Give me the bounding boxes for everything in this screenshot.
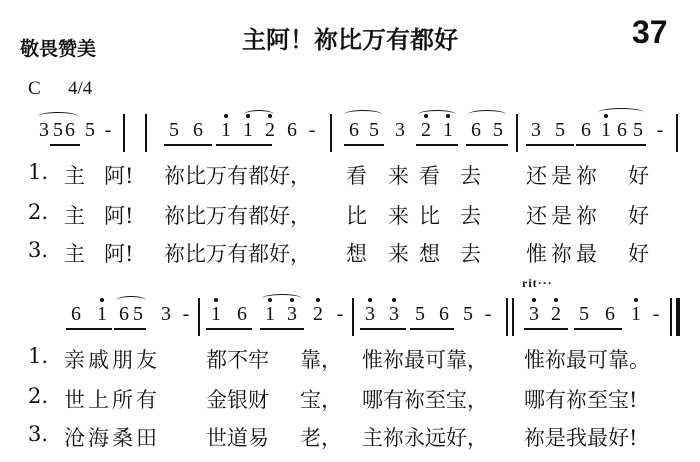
lyric: 主 bbox=[64, 242, 85, 266]
beam bbox=[466, 144, 508, 146]
note: 3 bbox=[389, 303, 399, 325]
barline bbox=[352, 298, 354, 336]
tempo-mark: rit··· bbox=[522, 276, 553, 290]
barline bbox=[506, 298, 508, 336]
beam bbox=[260, 328, 304, 330]
slur bbox=[116, 296, 146, 305]
lyric: 看 bbox=[346, 164, 367, 188]
lyric: 世道易 bbox=[206, 426, 269, 450]
lyric: 来想 bbox=[388, 242, 450, 266]
barline bbox=[676, 114, 678, 152]
lyric: 去 bbox=[460, 204, 481, 228]
note: 3 bbox=[531, 119, 541, 141]
barline bbox=[670, 298, 672, 336]
note: - bbox=[308, 119, 316, 141]
barline bbox=[198, 298, 200, 336]
lyric: 去 bbox=[460, 242, 481, 266]
note: 3 bbox=[287, 303, 297, 325]
lyric: 来看 bbox=[388, 164, 450, 188]
octave-dot bbox=[392, 298, 396, 302]
note: 5 bbox=[493, 119, 503, 141]
beam bbox=[216, 144, 272, 146]
beam bbox=[66, 328, 112, 330]
lyric: 金银财 bbox=[206, 388, 269, 412]
beam bbox=[344, 144, 384, 146]
lyric: 祢比万有都好， bbox=[164, 204, 311, 228]
note: - bbox=[336, 303, 344, 325]
lyric: 惟祢最可靠， bbox=[362, 348, 488, 372]
beam bbox=[576, 144, 646, 146]
barline bbox=[512, 298, 514, 336]
note: - bbox=[104, 119, 112, 141]
octave-dot bbox=[446, 114, 450, 118]
beam bbox=[410, 328, 454, 330]
note: 1 bbox=[211, 303, 221, 325]
octave-dot bbox=[224, 114, 228, 118]
hymn-title: 主阿！祢比万有都好 bbox=[242, 26, 458, 54]
lyric: 来比 bbox=[388, 204, 450, 228]
hymn-number: 37 bbox=[632, 14, 668, 50]
note: 3 bbox=[529, 303, 539, 325]
note: 5 bbox=[369, 119, 379, 141]
beam bbox=[50, 144, 80, 146]
lyric: 还是祢 bbox=[526, 204, 601, 228]
beam bbox=[574, 328, 622, 330]
octave-dot bbox=[634, 298, 638, 302]
note: 6 bbox=[71, 303, 81, 325]
note: 6 bbox=[119, 303, 129, 325]
slur bbox=[244, 110, 274, 119]
beam bbox=[360, 328, 406, 330]
lyric: 宝， bbox=[300, 388, 342, 412]
note: 5 bbox=[463, 303, 473, 325]
lyric: 好 bbox=[628, 164, 649, 188]
note: 5 bbox=[415, 303, 425, 325]
note: 1 bbox=[443, 119, 453, 141]
score-line-1 bbox=[0, 112, 700, 158]
lyric: 阿! bbox=[104, 204, 134, 228]
verse-number: 1. bbox=[28, 160, 49, 184]
note: 1 bbox=[265, 303, 275, 325]
note: 2 bbox=[551, 303, 561, 325]
lyric: 都不牢 bbox=[206, 348, 269, 372]
note: 6 bbox=[65, 119, 75, 141]
lyric: 亲戚朋友 bbox=[64, 348, 160, 372]
note: 5 bbox=[633, 119, 643, 141]
lyric: 好 bbox=[628, 204, 649, 228]
lyric: 哪有祢至宝， bbox=[362, 388, 488, 412]
note: 1 bbox=[601, 119, 611, 141]
octave-dot bbox=[100, 298, 104, 302]
beam bbox=[164, 144, 212, 146]
note: 6 bbox=[287, 119, 297, 141]
lyric: 惟祢最可靠。 bbox=[524, 348, 650, 372]
lyric: 主 bbox=[64, 164, 85, 188]
beam bbox=[114, 328, 146, 330]
note: 1 bbox=[243, 119, 253, 141]
slur bbox=[468, 110, 506, 119]
lyric: 老， bbox=[300, 426, 342, 450]
key-signature: C bbox=[28, 78, 41, 99]
barline bbox=[516, 114, 518, 152]
slur bbox=[598, 108, 644, 117]
note: 5 bbox=[133, 303, 143, 325]
lyric: 阿! bbox=[104, 242, 134, 266]
lyric: 哪有祢至宝! bbox=[524, 388, 638, 412]
note: 6 bbox=[605, 303, 615, 325]
verse-number: 2. bbox=[28, 384, 49, 408]
note: - bbox=[484, 303, 492, 325]
note: 6 bbox=[349, 119, 359, 141]
octave-dot bbox=[424, 114, 428, 118]
lyric: 好 bbox=[628, 242, 649, 266]
lyric: 祢是我最好! bbox=[524, 426, 638, 450]
note: - bbox=[656, 119, 664, 141]
note: 6 bbox=[617, 119, 627, 141]
verse-number: 3. bbox=[28, 422, 49, 446]
note: 5 bbox=[85, 119, 95, 141]
note: 6 bbox=[193, 119, 203, 141]
lyric: 祢比万有都好， bbox=[164, 164, 311, 188]
note: 1 bbox=[631, 303, 641, 325]
beam bbox=[526, 144, 574, 146]
note: 5 bbox=[53, 119, 63, 141]
barline bbox=[330, 114, 332, 152]
note: 3 bbox=[365, 303, 375, 325]
lyric: 主 bbox=[64, 204, 85, 228]
lyric: 阿! bbox=[104, 164, 134, 188]
note: 2 bbox=[265, 119, 275, 141]
note: 5 bbox=[579, 303, 589, 325]
lyric: 惟祢最 bbox=[526, 242, 601, 266]
note: - bbox=[182, 303, 190, 325]
lyric: 还是祢 bbox=[526, 164, 601, 188]
beam bbox=[524, 328, 568, 330]
lyric: 比 bbox=[346, 204, 367, 228]
slur bbox=[38, 112, 78, 121]
octave-dot bbox=[554, 298, 558, 302]
time-signature: 4/4 bbox=[68, 78, 93, 99]
hymn-category: 敬畏赞美 bbox=[20, 38, 97, 60]
octave-dot bbox=[532, 298, 536, 302]
slur bbox=[344, 110, 382, 119]
note: 3 bbox=[161, 303, 171, 325]
note: 3 bbox=[39, 119, 49, 141]
note: 6 bbox=[471, 119, 481, 141]
note: 1 bbox=[97, 303, 107, 325]
note: 2 bbox=[421, 119, 431, 141]
note: 6 bbox=[439, 303, 449, 325]
octave-dot bbox=[368, 298, 372, 302]
score-line-2 bbox=[0, 296, 700, 342]
final-barline bbox=[676, 298, 680, 336]
note: 6 bbox=[237, 303, 247, 325]
note: 6 bbox=[581, 119, 591, 141]
note: 3 bbox=[395, 119, 405, 141]
barline bbox=[123, 114, 125, 152]
lyric: 主祢永远好， bbox=[362, 426, 488, 450]
slur bbox=[262, 294, 302, 303]
verse-number: 2. bbox=[28, 200, 49, 224]
octave-dot bbox=[316, 298, 320, 302]
lyric: 沧海桑田 bbox=[64, 426, 160, 450]
note: 1 bbox=[221, 119, 231, 141]
verse-number: 1. bbox=[28, 344, 49, 368]
verse-number: 3. bbox=[28, 238, 49, 262]
beam bbox=[206, 328, 252, 330]
note: - bbox=[652, 303, 660, 325]
lyric: 祢比万有都好， bbox=[164, 242, 311, 266]
lyric: 想 bbox=[346, 242, 367, 266]
note: 5 bbox=[555, 119, 565, 141]
beam bbox=[416, 144, 458, 146]
barline bbox=[145, 114, 147, 152]
note: 5 bbox=[169, 119, 179, 141]
lyric: 去 bbox=[460, 164, 481, 188]
lyric: 世上所有 bbox=[64, 388, 160, 412]
octave-dot bbox=[214, 298, 218, 302]
note: 2 bbox=[313, 303, 323, 325]
lyric: 靠， bbox=[300, 348, 342, 372]
